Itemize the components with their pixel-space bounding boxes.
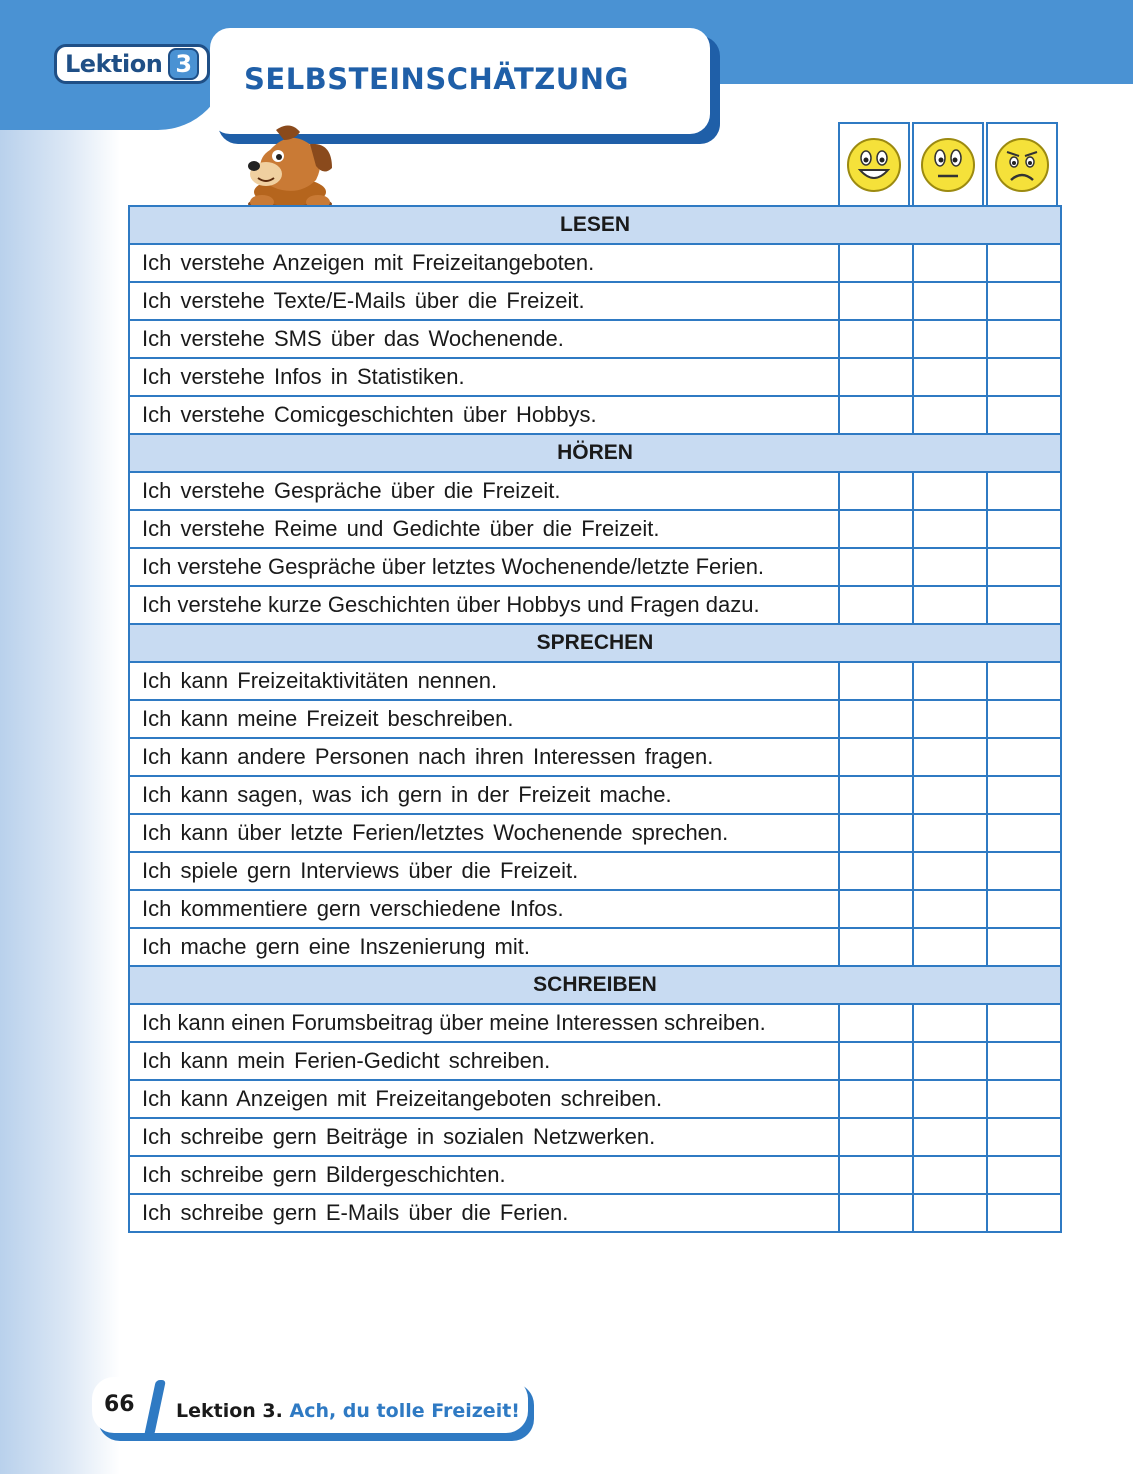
table-row: [129, 1004, 1061, 1042]
rating-cell-happy[interactable]: [839, 1042, 913, 1080]
statement-text: Ich verstehe Reime und Gedichte über die Freizeit.: [129, 510, 839, 548]
rating-cell-neutral[interactable]: [913, 814, 987, 852]
table-row: [129, 548, 1061, 586]
left-decorative-strip: [0, 0, 120, 1474]
table-row: [129, 320, 1061, 358]
statement-text: Ich kann einen Forumsbeitrag über meine Interessen schreiben.: [129, 1004, 839, 1042]
statement-text: Ich kann Freizeitaktivitäten nennen.: [129, 662, 839, 700]
section-header-row: [129, 206, 1061, 244]
rating-cell-neutral[interactable]: [913, 282, 987, 320]
rating-cell-unhappy[interactable]: [987, 890, 1061, 928]
section-header-row: [129, 966, 1061, 1004]
rating-cell-neutral[interactable]: [913, 510, 987, 548]
rating-cell-unhappy[interactable]: [987, 1118, 1061, 1156]
table-row: [129, 1156, 1061, 1194]
table-row: [129, 776, 1061, 814]
rating-cell-happy[interactable]: [839, 282, 913, 320]
rating-cell-happy[interactable]: [839, 586, 913, 624]
rating-cell-neutral[interactable]: [913, 1004, 987, 1042]
rating-cell-happy[interactable]: [839, 1194, 913, 1232]
rating-cell-unhappy[interactable]: [987, 928, 1061, 966]
rating-cell-happy[interactable]: [839, 890, 913, 928]
table-row: [129, 244, 1061, 282]
statement-text: Ich mache gern eine Inszenierung mit.: [129, 928, 839, 966]
rating-cell-neutral[interactable]: [913, 586, 987, 624]
rating-cell-neutral[interactable]: [913, 472, 987, 510]
statement-text: Ich schreibe gern Bildergeschichten.: [129, 1156, 839, 1194]
rating-cell-happy[interactable]: [839, 396, 913, 434]
rating-cell-unhappy[interactable]: [987, 700, 1061, 738]
statement-text: Ich kann andere Personen nach ihren Interessen fragen.: [129, 738, 839, 776]
rating-cell-neutral[interactable]: [913, 700, 987, 738]
table-row: [129, 586, 1061, 624]
rating-cell-happy[interactable]: [839, 776, 913, 814]
rating-cell-neutral[interactable]: [913, 738, 987, 776]
rating-cell-happy[interactable]: [839, 852, 913, 890]
rating-cell-happy[interactable]: [839, 472, 913, 510]
table-row: [129, 1042, 1061, 1080]
statement-text: Ich kommentiere gern verschiedene Infos.: [129, 890, 839, 928]
rating-cell-neutral[interactable]: [913, 358, 987, 396]
statement-text: Ich verstehe Texte/E-Mails über die Freizeit.: [129, 282, 839, 320]
rating-cell-unhappy[interactable]: [987, 738, 1061, 776]
table-row: [129, 472, 1061, 510]
table-row: [129, 1118, 1061, 1156]
rating-cell-unhappy[interactable]: [987, 472, 1061, 510]
statement-text: Ich kann meine Freizeit beschreiben.: [129, 700, 839, 738]
rating-header-unhappy: [986, 122, 1058, 206]
footer-lesson-title: [176, 1400, 520, 1422]
rating-cell-happy[interactable]: [839, 814, 913, 852]
unhappy-smiley-icon: [993, 136, 1051, 194]
lesson-badge-number: 3: [168, 48, 198, 80]
rating-cell-neutral[interactable]: [913, 244, 987, 282]
rating-cell-happy[interactable]: [839, 358, 913, 396]
rating-cell-neutral[interactable]: [913, 1194, 987, 1232]
table-row: [129, 282, 1061, 320]
table-row: [129, 928, 1061, 966]
rating-cell-unhappy[interactable]: [987, 510, 1061, 548]
table-row: [129, 510, 1061, 548]
rating-cell-happy[interactable]: [839, 1080, 913, 1118]
rating-cell-neutral[interactable]: [913, 928, 987, 966]
rating-header-neutral: [912, 122, 984, 206]
rating-cell-neutral[interactable]: [913, 662, 987, 700]
rating-cell-happy[interactable]: [839, 320, 913, 358]
rating-cell-unhappy[interactable]: [987, 1042, 1061, 1080]
table-row: [129, 890, 1061, 928]
section-title: HÖREN: [129, 434, 1061, 472]
lesson-badge: [54, 44, 210, 84]
statement-text: Ich verstehe Anzeigen mit Freizeitangeboten.: [129, 244, 839, 282]
page-title: SELBSTEINSCHÄTZUNG: [244, 62, 629, 96]
rating-cell-unhappy[interactable]: [987, 586, 1061, 624]
section-title: LESEN: [129, 206, 1061, 244]
table-row: [129, 396, 1061, 434]
rating-cell-happy[interactable]: [839, 510, 913, 548]
rating-cell-unhappy[interactable]: [987, 320, 1061, 358]
section-title: SPRECHEN: [129, 624, 1061, 662]
rating-cell-happy[interactable]: [839, 928, 913, 966]
rating-cell-happy[interactable]: [839, 700, 913, 738]
rating-cell-happy[interactable]: [839, 1118, 913, 1156]
rating-cell-neutral[interactable]: [913, 776, 987, 814]
rating-cell-unhappy[interactable]: [987, 244, 1061, 282]
statement-text: Ich verstehe Gespräche über letztes Wochenende/letzte Ferien.: [129, 548, 839, 586]
rating-cell-unhappy[interactable]: [987, 1080, 1061, 1118]
statement-text: Ich verstehe Comicgeschichten über Hobbys.: [129, 396, 839, 434]
rating-cell-neutral[interactable]: [913, 320, 987, 358]
rating-cell-unhappy[interactable]: [987, 1004, 1061, 1042]
rating-header-happy: [838, 122, 910, 206]
rating-cell-unhappy[interactable]: [987, 358, 1061, 396]
rating-cell-unhappy[interactable]: [987, 396, 1061, 434]
statement-text: Ich kann mein Ferien-Gedicht schreiben.: [129, 1042, 839, 1080]
rating-cell-unhappy[interactable]: [987, 282, 1061, 320]
neutral-smiley-icon: [919, 136, 977, 194]
table-row: [129, 662, 1061, 700]
page-number: 66: [104, 1392, 135, 1417]
rating-cell-neutral[interactable]: [913, 852, 987, 890]
rating-cell-neutral[interactable]: [913, 1118, 987, 1156]
table-row: [129, 1080, 1061, 1118]
rating-cell-neutral[interactable]: [913, 890, 987, 928]
statement-text: Ich verstehe SMS über das Wochenende.: [129, 320, 839, 358]
self-assessment-table: [128, 205, 1062, 1233]
rating-cell-neutral[interactable]: [913, 1156, 987, 1194]
rating-cell-unhappy[interactable]: [987, 1194, 1061, 1232]
table-row: [129, 700, 1061, 738]
table-row: [129, 358, 1061, 396]
rating-cell-unhappy[interactable]: [987, 776, 1061, 814]
footer-lesson-prefix: Lektion 3.: [176, 1400, 283, 1422]
rating-cell-neutral[interactable]: [913, 548, 987, 586]
rating-cell-unhappy[interactable]: [987, 814, 1061, 852]
statement-text: Ich verstehe Infos in Statistiken.: [129, 358, 839, 396]
rating-cell-happy[interactable]: [839, 1004, 913, 1042]
statement-text: Ich verstehe Gespräche über die Freizeit.: [129, 472, 839, 510]
rating-cell-unhappy[interactable]: [987, 852, 1061, 890]
statement-text: Ich kann Anzeigen mit Freizeitangeboten schreiben.: [129, 1080, 839, 1118]
rating-cell-neutral[interactable]: [913, 1080, 987, 1118]
rating-cell-happy[interactable]: [839, 738, 913, 776]
rating-cell-happy[interactable]: [839, 244, 913, 282]
rating-cell-unhappy[interactable]: [987, 1156, 1061, 1194]
rating-cell-happy[interactable]: [839, 548, 913, 586]
rating-cell-neutral[interactable]: [913, 396, 987, 434]
section-title: SCHREIBEN: [129, 966, 1061, 1004]
rating-cell-happy[interactable]: [839, 662, 913, 700]
dog-mascot-icon: [240, 120, 340, 212]
rating-cell-unhappy[interactable]: [987, 662, 1061, 700]
statement-text: Ich kann sagen, was ich gern in der Freizeit mache.: [129, 776, 839, 814]
table-row: [129, 1194, 1061, 1232]
statement-text: Ich schreibe gern E-Mails über die Ferien.: [129, 1194, 839, 1232]
table-row: [129, 738, 1061, 776]
footer-lesson-name: Ach, du tolle Freizeit!: [289, 1400, 520, 1422]
lesson-badge-label: Lektion: [65, 50, 163, 78]
table-row: [129, 852, 1061, 890]
statement-text: Ich verstehe kurze Geschichten über Hobbys und Fragen dazu.: [129, 586, 839, 624]
rating-cell-unhappy[interactable]: [987, 548, 1061, 586]
statement-text: Ich kann über letzte Ferien/letztes Wochenende sprechen.: [129, 814, 839, 852]
statement-text: Ich schreibe gern Beiträge in sozialen Netzwerken.: [129, 1118, 839, 1156]
rating-cell-happy[interactable]: [839, 1156, 913, 1194]
happy-smiley-icon: [845, 136, 903, 194]
rating-cell-neutral[interactable]: [913, 1042, 987, 1080]
section-header-row: [129, 624, 1061, 662]
table-row: [129, 814, 1061, 852]
statement-text: Ich spiele gern Interviews über die Freizeit.: [129, 852, 839, 890]
section-header-row: [129, 434, 1061, 472]
